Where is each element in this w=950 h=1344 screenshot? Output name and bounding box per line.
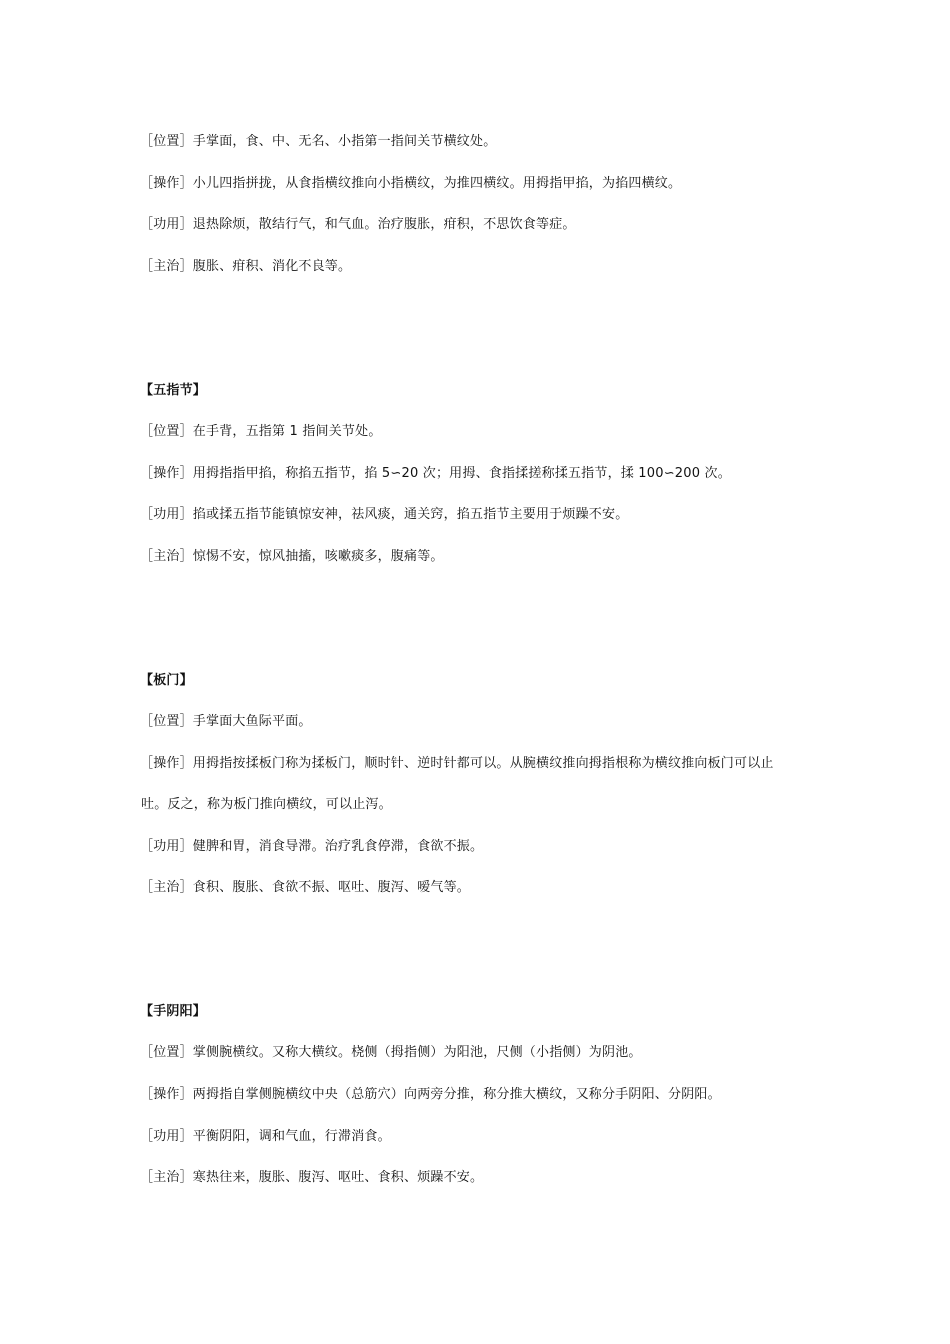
text-line-operation: ［操作］小儿四指拼拢，从食指横纹推向小指横纹，为推四横纹。用拇指甲掐，为掐四横纹。 [140, 176, 682, 191]
text-line-position: ［位置］手掌面大鱼际平面。 [140, 714, 312, 729]
text-line-function: ［功用］健脾和胃，消食导滞。治疗乳食停滞，食欲不振。 [140, 839, 484, 854]
text-line-operation: ［操作］两拇指自掌侧腕横纹中央（总筋穴）向两旁分推，称分推大横纹，又称分手阴阳、分阴阳。 [140, 1087, 721, 1102]
section-heading: 【板门】 [140, 673, 193, 688]
text-line-function: ［功用］平衡阴阳，调和气血，行滞消食。 [140, 1129, 391, 1144]
text-line-position: ［位置］在手背，五指第 1 指间关节处。 [140, 424, 382, 439]
text-line-position: ［位置］掌侧腕横纹。又称大横纹。桡侧（拇指侧）为阳池，尺侧（小指侧）为阴池。 [140, 1045, 642, 1060]
text-line-continuation: 吐。反之，称为板门推向横纹，可以止泻。 [141, 797, 392, 812]
section-heading: 【五指节】 [140, 383, 207, 398]
text-line-position: ［位置］手掌面，食、中、无名、小指第一指间关节横纹处。 [140, 134, 497, 149]
section-heading: 【手阴阳】 [140, 1004, 207, 1019]
text-line-indication: ［主治］寒热往来，腹胀、腹泻、呕吐、食积、烦躁不安。 [140, 1170, 484, 1185]
text-line-indication: ［主治］食积、腹胀、食欲不振、呕吐、腹泻、嗳气等。 [140, 880, 471, 895]
text-line-function: ［功用］掐或揉五指节能镇惊安神，祛风痰，通关窍，掐五指节主要用于烦躁不安。 [140, 507, 629, 522]
text-line-operation: ［操作］用拇指按揉板门称为揉板门，顺时针、逆时针都可以。从腕横纹推向拇指根称为横纹推向板门可以止 [140, 756, 774, 771]
text-line-function: ［功用］退热除烦，散结行气，和气血。治疗腹胀，疳积，不思饮食等症。 [140, 217, 576, 232]
text-line-operation: ［操作］用拇指指甲掐，称掐五指节，掐 5∽20 次；用拇、食指揉搓称揉五指节，揉 100∽200 次。 [140, 466, 731, 481]
text-line-indication: ［主治］腹胀、疳积、消化不良等。 [140, 259, 352, 274]
text-line-indication: ［主治］惊惕不安，惊风抽搐，咳嗽痰多，腹痛等。 [140, 549, 444, 564]
